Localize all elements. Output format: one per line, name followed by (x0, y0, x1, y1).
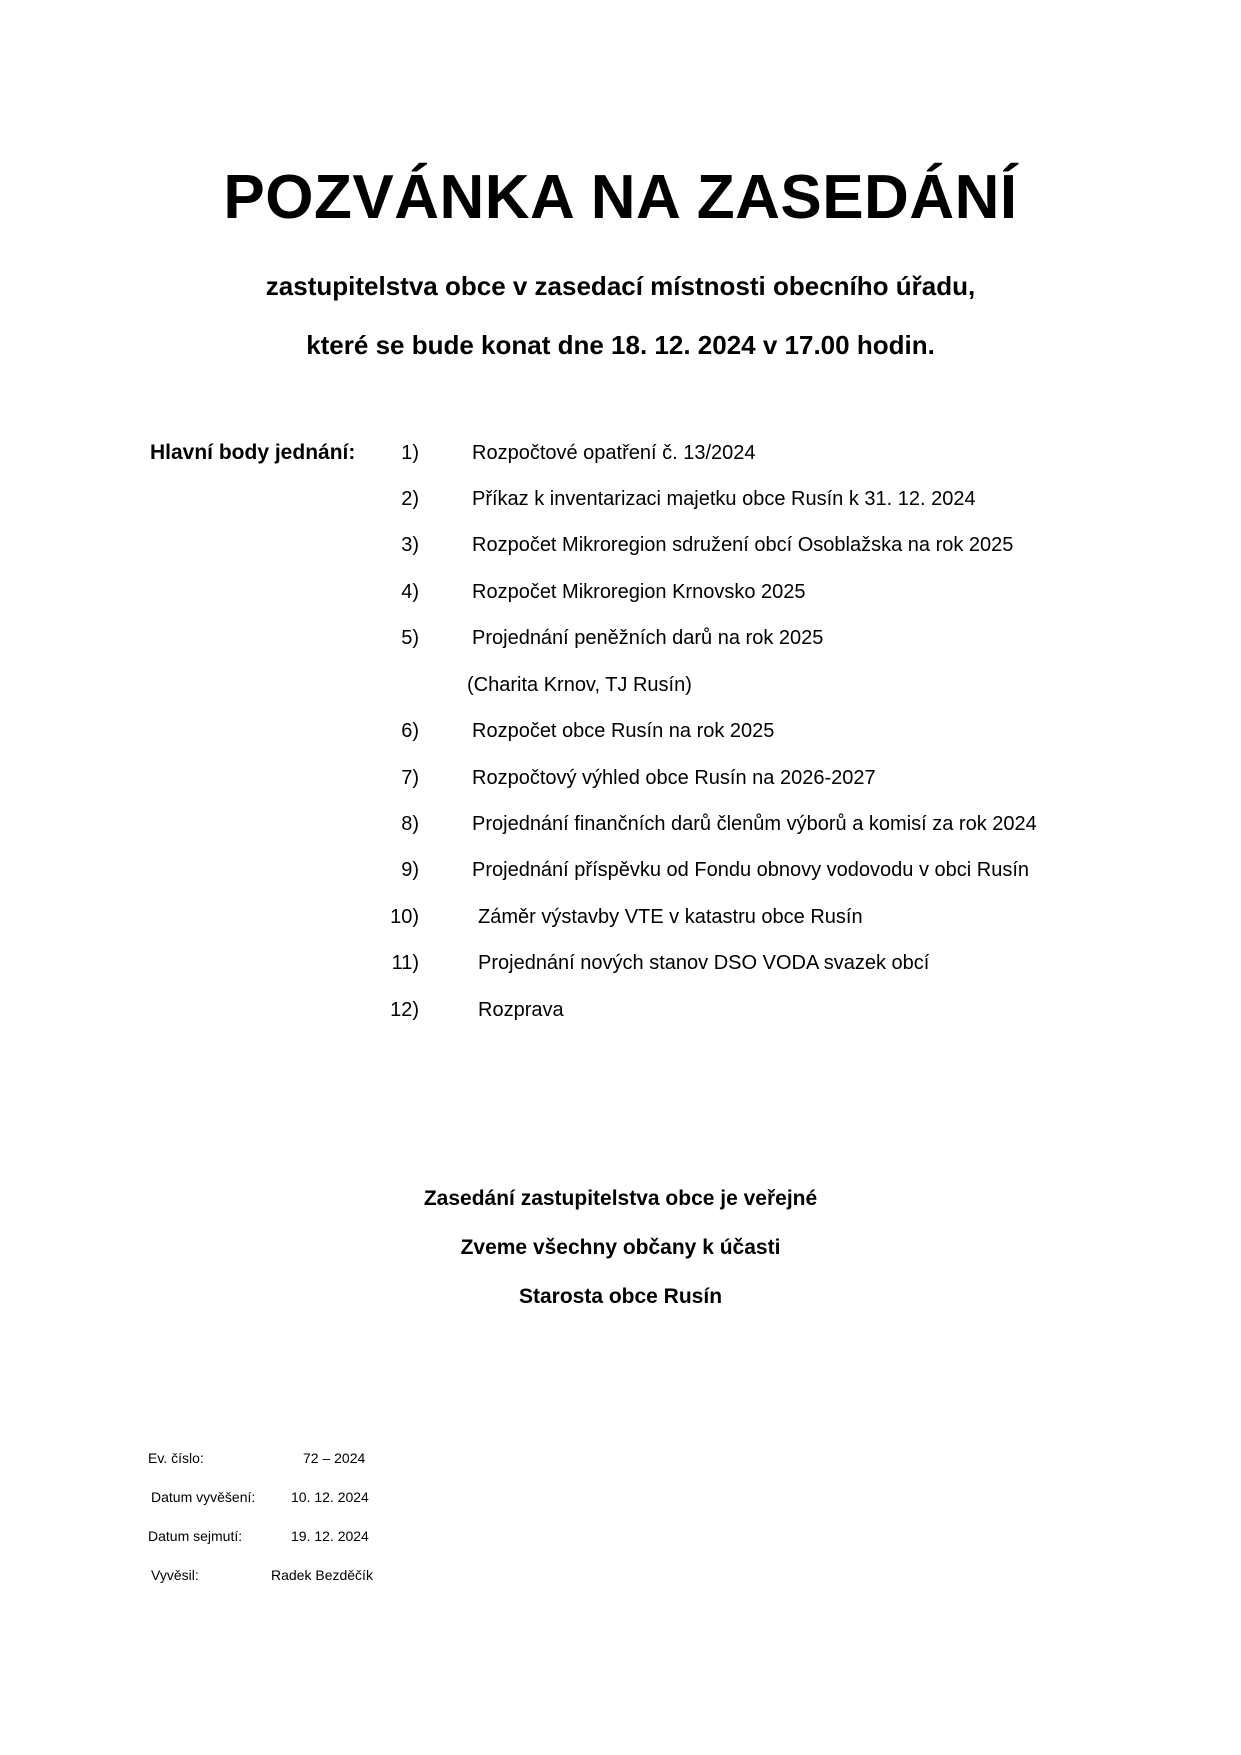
list-item (0, 484, 1241, 514)
list-item (0, 623, 1241, 653)
footer-ev-number-row (0, 1447, 1241, 1469)
footer-removed-value: 19. 12. 2024 (291, 1528, 369, 1544)
agenda-item-number: 9) (401, 859, 419, 881)
agenda-item-text: Projednání finančních darů členům výborů a komisí za rok 2024 (472, 813, 1037, 835)
agenda-item-text: Rozpočtový výhled obce Rusín na 2026-2027 (472, 767, 876, 789)
list-item (0, 809, 1241, 839)
list-item (0, 438, 1241, 468)
footer-removed-label: Datum sejmutí: (148, 1528, 243, 1544)
agenda-item-text: Projednání nových stanov DSO VODA svazek obcí (478, 952, 930, 974)
agenda-item-text: Rozpočet Mikroregion sdružení obcí Osoblažska na rok 2025 (472, 534, 1014, 556)
agenda-item-text: Rozpočtové opatření č. 13/2024 (472, 442, 756, 464)
list-item (0, 763, 1241, 793)
footer-poster-value: Radek Bezděčík (271, 1567, 373, 1583)
closing-signature: Starosta obce Rusín (518, 1285, 723, 1308)
agenda-item-text: Příkaz k inventarizaci majetku obce Rusín k 31. 12. 2024 (472, 488, 976, 510)
agenda-item-number: 10) (390, 906, 419, 928)
list-item (0, 577, 1241, 607)
footer-ev-label: Ev. číslo: (148, 1450, 204, 1466)
closing-invitation: Zveme všechny občany k účasti (460, 1236, 781, 1259)
subtitle-line-2: které se bude konat dne 18. 12. 2024 v 17.00 hodin. (306, 330, 935, 360)
list-item (0, 902, 1241, 932)
agenda-item-number: 12) (390, 999, 419, 1021)
document-title: POZVÁNKA NA ZASEDÁNÍ (223, 163, 1018, 232)
agenda-item-number: 11) (391, 952, 419, 974)
agenda-item-text: Projednání příspěvku od Fondu obnovy vodovodu v obci Rusín (472, 859, 1030, 881)
agenda-label: Hlavní body jednání: (150, 441, 356, 464)
footer-posted-value: 10. 12. 2024 (291, 1489, 369, 1505)
agenda-item-number: 1) (401, 442, 419, 464)
closing-public-notice: Zasedání zastupitelstva obce je veřejné (423, 1187, 818, 1210)
list-item (0, 995, 1241, 1025)
agenda-item-subtext: (Charita Krnov, TJ Rusín) (467, 674, 692, 696)
agenda-item-number: 8) (401, 813, 419, 835)
agenda-item-number: 7) (401, 767, 419, 789)
agenda-item-text: Projednání peněžních darů na rok 2025 (472, 627, 824, 649)
footer-posted-row (0, 1486, 1241, 1508)
agenda-item-text: Rozprava (478, 999, 564, 1021)
agenda-item-number: 2) (401, 488, 419, 510)
footer-ev-value: 72 – 2024 (303, 1450, 366, 1466)
list-item (0, 716, 1241, 746)
list-item-continuation (0, 670, 1241, 700)
footer-removed-row (0, 1525, 1241, 1547)
agenda-item-text: Záměr výstavby VTE v katastru obce Rusín (478, 906, 863, 928)
footer-poster-label: Vyvěsil: (151, 1567, 199, 1583)
agenda-item-text: Rozpočet obce Rusín na rok 2025 (472, 720, 775, 742)
footer-posted-label: Datum vyvěšení: (151, 1489, 256, 1505)
subtitle-line-1: zastupitelstva obce v zasedací místnosti obecního úřadu, (265, 271, 976, 301)
agenda-item-number: 3) (401, 534, 419, 556)
agenda-item-number: 6) (401, 720, 419, 742)
footer-poster-row (0, 1564, 1241, 1586)
agenda-item-text: Rozpočet Mikroregion Krnovsko 2025 (472, 581, 806, 603)
list-item (0, 530, 1241, 560)
list-item (0, 948, 1241, 978)
list-item (0, 855, 1241, 885)
agenda-item-number: 5) (401, 627, 419, 649)
agenda-item-number: 4) (401, 581, 419, 603)
